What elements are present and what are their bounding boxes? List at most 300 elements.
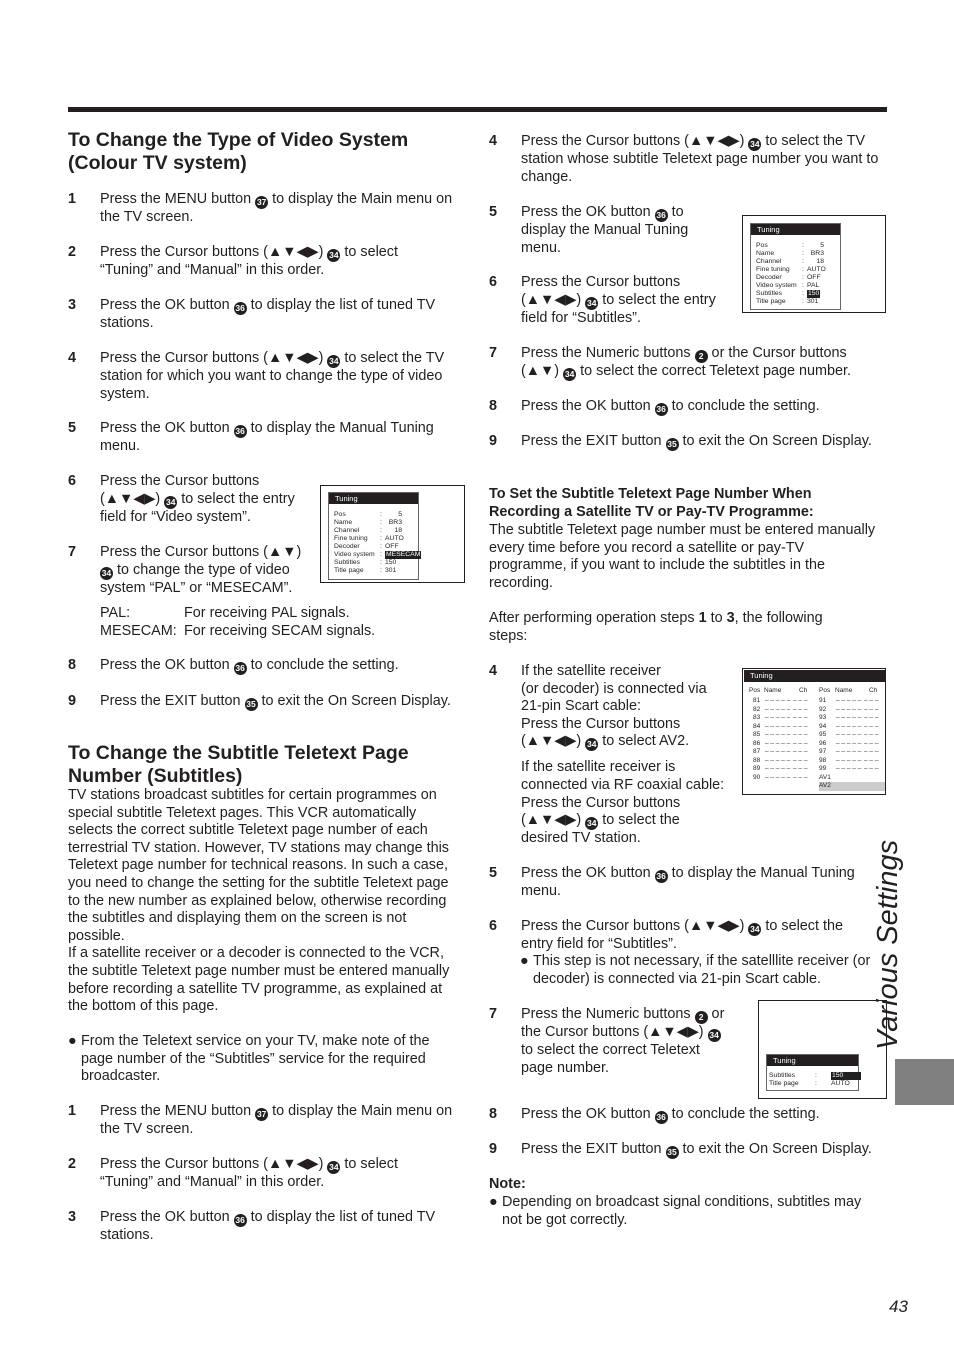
step-text-part: the Cursor buttons (▲▼◀▶)	[521, 1024, 708, 1040]
text-line: terrestrial TV station. However, TV stations may change this	[68, 839, 449, 856]
step-text	[521, 433, 889, 451]
osd-list-cell: _ _ _	[864, 694, 879, 701]
step-text-part: desired TV station.	[521, 830, 641, 847]
osd-list-cell: _ _ _ _ _	[836, 719, 862, 727]
heading-line: Number (Subtitles)	[68, 765, 243, 787]
step-text-part: to conclude the setting.	[667, 398, 820, 414]
satellite-heading	[489, 486, 889, 521]
step-ref: 1	[698, 610, 707, 626]
circled-number-icon: 36	[235, 663, 245, 673]
text-line: possible.	[68, 927, 125, 944]
osd-list-cell: _ _ _	[793, 719, 808, 727]
step-number: 6	[489, 918, 498, 934]
step-text-part: to select	[340, 1156, 398, 1172]
step-number: 7	[68, 544, 77, 560]
step-text-part: connected via RF coaxial cable:	[521, 776, 725, 793]
step-text	[521, 1106, 889, 1124]
osd-colon: :	[802, 298, 804, 305]
step-text	[100, 544, 313, 597]
note-label: Note:	[489, 1176, 526, 1192]
circled-number-icon: 34	[586, 739, 597, 750]
circled-number-icon: 34	[709, 1030, 719, 1040]
text-line: special subtitle Teletext pages. This VCR automatically	[68, 804, 417, 821]
step-text-part: to change the type of video	[113, 561, 290, 578]
osd-label: Video system	[756, 282, 797, 289]
osd-value: AUTO	[831, 1080, 850, 1087]
circled-number-icon: 36	[656, 871, 666, 881]
step-number: 8	[489, 398, 498, 414]
text: to	[706, 610, 727, 626]
osd-list-cell: 83	[753, 714, 761, 721]
circled-number-icon: 2	[695, 350, 708, 363]
step-text-part: Press the Numeric buttons	[521, 345, 695, 361]
step-text-part: (▲▼◀▶)	[521, 812, 586, 829]
osd-list-cell: Name	[764, 687, 782, 694]
osd-video-system	[320, 485, 465, 583]
step-text-part: to select the	[761, 918, 843, 934]
step-text	[521, 663, 741, 848]
osd-label: Pos	[756, 242, 768, 249]
step-text-part: system “PAL” or “MESECAM”.	[100, 579, 293, 596]
text-line: decoder) is connected via 21-pin Scart cable.	[533, 970, 821, 987]
osd-title: Tuning	[767, 1055, 858, 1066]
text-line: to the new number as explained below, otherwise recording	[68, 892, 447, 909]
osd-label: Decoder	[334, 543, 360, 550]
step-text-part: Press the Cursor buttons (▲▼)	[100, 544, 302, 560]
step-text-part: the TV screen.	[100, 1121, 194, 1137]
osd-label: Fine tuning	[334, 535, 368, 542]
osd-list-cell: _ _ _	[793, 762, 808, 769]
osd-label: Title page	[769, 1080, 799, 1087]
step-text-part: the TV screen.	[100, 209, 194, 225]
step-text-part: Press the OK button	[100, 297, 234, 313]
circled-number-icon: 34	[165, 496, 176, 507]
osd-list-cell: 96	[819, 739, 827, 747]
osd-value: 150	[808, 290, 820, 297]
step-text-part: If the satellite receiver	[521, 663, 661, 679]
step-number: 4	[68, 350, 77, 366]
step-text	[100, 1103, 463, 1139]
step-text-part: (or decoder) is connected via	[521, 680, 707, 697]
step-number: 2	[68, 244, 77, 260]
step-number: 6	[489, 274, 498, 290]
osd-list-cell: 87	[753, 748, 761, 755]
circled-number-icon: 36	[235, 426, 245, 436]
step-text-part: station whose subtitle Teletext page number you want to	[521, 151, 879, 167]
osd-list-cell: _ _ _	[864, 728, 879, 735]
step-text-part: menu.	[521, 883, 561, 899]
step-text-part: to exit the On Screen Display.	[678, 1141, 872, 1157]
osd-list-cell: 89	[753, 765, 761, 772]
text-line: programme, if you want to include the subtitles in the	[489, 557, 825, 574]
step-text	[521, 274, 734, 327]
circled-number-icon: 34	[586, 818, 597, 829]
step-text-part: to display the Main menu on	[268, 191, 453, 207]
osd-title: Tuning	[751, 224, 840, 235]
step-text-part: to select AV2.	[598, 733, 690, 750]
step-text	[521, 865, 889, 901]
step-text-part: field for “Video system”.	[100, 508, 251, 525]
step-text	[521, 918, 889, 954]
text-line: This step is not necessary, if the satelllite receiver (or	[533, 953, 871, 969]
osd-label: Subtitles	[756, 290, 783, 297]
step-text-part: Press the OK button	[100, 657, 234, 673]
step-text	[521, 133, 889, 186]
step-text-part: Press the Cursor buttons	[521, 274, 681, 290]
step-number: 4	[489, 663, 498, 679]
osd-label: Subtitles	[334, 559, 361, 566]
text-line: the subtitles and displaying them on the screen is not	[68, 910, 407, 927]
osd-list-cell: AV2	[819, 782, 885, 791]
step-text-part: entry field for “Subtitles”.	[521, 936, 677, 952]
osd-list-cell: 98	[819, 756, 827, 764]
bullet-text	[81, 1033, 430, 1086]
osd-title: Tuning	[329, 493, 418, 504]
osd-list-cell: 91	[819, 697, 827, 704]
osd-list-cell: _ _ _ _ _	[765, 762, 791, 769]
step-text-part: Press the MENU button	[100, 1103, 256, 1119]
step-text	[100, 191, 463, 227]
circled-number-icon: 37	[256, 1109, 267, 1119]
spacer	[521, 751, 741, 759]
step-text	[521, 398, 889, 416]
text-line: page number of the “Subtitles” service for the required	[81, 1050, 426, 1067]
step-number: 7	[489, 1006, 498, 1022]
step-text-part: (▲▼◀▶)	[521, 291, 586, 308]
text-line: you need to change the setting for the subtitle Teletext page	[68, 874, 449, 891]
osd-value: 301	[385, 567, 397, 574]
heading-line: Recording a Satellite TV or Pay-TV Programme:	[489, 503, 814, 520]
step-text-part: Press the OK button	[521, 865, 655, 881]
osd-panel	[328, 492, 419, 580]
step-number: 5	[68, 420, 77, 436]
step-text-part: (▲▼◀▶)	[521, 733, 586, 750]
circled-number-icon: 36	[235, 1215, 245, 1225]
osd-list-cell: 94	[819, 722, 827, 730]
step-text-part: 21-pin Scart cable:	[521, 698, 641, 715]
circled-number-icon: 34	[329, 250, 339, 260]
osd-list-cell: AV1	[819, 773, 831, 781]
step-text-part: or	[707, 1006, 725, 1022]
osd-list-cell: _ _ _	[793, 711, 808, 718]
step-number: 4	[489, 133, 498, 149]
osd-list-cell: _ _ _	[864, 762, 879, 769]
step-text-part: to select the correct Teletext	[521, 1042, 700, 1058]
section-title: Various Settings	[872, 839, 904, 1050]
pal-row	[100, 605, 350, 623]
osd-value: BR3	[388, 519, 402, 526]
after-steps-text	[489, 610, 889, 645]
osd-colon: :	[802, 250, 804, 257]
osd-list-cell: _ _ _	[864, 702, 879, 710]
step-number: 2	[68, 1156, 77, 1172]
section-tab	[895, 1059, 954, 1105]
step-text-part: Press the EXIT button	[100, 693, 245, 709]
step-text-part: Press the Cursor buttons	[100, 473, 260, 489]
osd-value: 18	[816, 258, 824, 265]
osd-colon: :	[815, 1072, 817, 1079]
osd-label: Title page	[756, 298, 786, 305]
osd-list-cell: 86	[753, 739, 761, 747]
osd-list-cell: _ _ _	[864, 719, 879, 727]
osd-colon: :	[380, 551, 382, 558]
step-text-part: to display the Manual Tuning	[246, 420, 434, 436]
page-number: 43	[889, 1297, 908, 1316]
step-text-part: to conclude the setting.	[246, 657, 399, 673]
circled-number-icon: 34	[586, 297, 597, 308]
osd-label: Subtitles	[769, 1072, 796, 1079]
bullet-text	[533, 953, 870, 988]
osd-list-cell: Pos	[749, 687, 761, 694]
osd-list-cell: _ _ _ _ _	[836, 711, 862, 718]
step-text-part: to exit the On Screen Display.	[257, 693, 451, 709]
osd-label: Video system	[334, 551, 375, 558]
text-line: before recording a satellite TV programme, as explained at	[68, 980, 443, 997]
osd-list-cell: _ _ _ _ _	[765, 770, 791, 778]
step-text-part: If the satellite receiver is	[521, 759, 676, 776]
osd-list-cell: _ _ _ _ _	[765, 753, 791, 761]
circled-number-icon: 34	[750, 924, 760, 934]
osd-list-cell: _ _ _ _ _	[836, 736, 862, 744]
step-text	[521, 1141, 889, 1159]
step-text-part: stations.	[100, 1227, 154, 1243]
step-text-part: Press the Cursor buttons (▲▼◀▶)	[521, 918, 749, 934]
step-number: 7	[489, 345, 498, 361]
osd-subtitles-satellite	[758, 1000, 887, 1099]
circled-number-icon: 34	[329, 1162, 339, 1172]
osd-label: Channel	[334, 527, 360, 534]
step-text-part: (▲▼)	[521, 363, 564, 379]
step-text-part: menu.	[521, 239, 561, 256]
osd-list-cell: _ _ _ _ _	[836, 762, 862, 769]
text-line: Teletext page number for technical reasons. In such a case,	[68, 857, 448, 874]
step-text-part: to exit the On Screen Display.	[678, 433, 872, 449]
text-line: not be got correctly.	[502, 1211, 628, 1228]
step-text	[100, 420, 463, 456]
osd-list-cell: 90	[753, 773, 761, 781]
pal-text: For receiving PAL signals.	[184, 605, 350, 621]
step-number: 1	[68, 1103, 77, 1119]
osd-label: Pos	[334, 511, 346, 518]
circled-number-icon: 2	[695, 1011, 708, 1024]
step-text-part: Press the EXIT button	[521, 1141, 666, 1157]
subtitles-intro	[68, 787, 468, 1016]
osd-panel	[766, 1054, 859, 1091]
step-text-part: to display the list of tuned TV	[246, 1209, 436, 1225]
osd-colon: :	[380, 567, 382, 574]
osd-list-cell: Name	[835, 687, 853, 694]
osd-list-cell: _ _ _ _ _	[765, 745, 791, 752]
pal-label: PAL:	[100, 605, 131, 621]
step-text	[100, 1209, 463, 1245]
step-text-part: change.	[521, 168, 573, 185]
step-number: 8	[489, 1106, 498, 1122]
osd-list-cell: _ _ _	[864, 745, 879, 752]
circled-number-icon: 34	[329, 356, 339, 366]
osd-list-cell: _ _ _ _ _	[765, 702, 791, 710]
osd-title: Tuning	[744, 670, 885, 682]
text-line: broadcaster.	[81, 1068, 161, 1085]
osd-colon: :	[802, 282, 804, 289]
osd-list-cell: _ _ _	[864, 736, 879, 744]
text-line: every time before you record a satellite or pay-TV	[489, 539, 805, 556]
step-text-part: to conclude the setting.	[667, 1106, 820, 1122]
satellite-paragraph	[489, 522, 889, 592]
step-text	[521, 204, 704, 257]
osd-list-cell: _ _ _ _ _	[765, 728, 791, 735]
osd-list-cell: 85	[753, 731, 761, 738]
text-line: Depending on broadcast signal conditions, subtitles may	[502, 1194, 862, 1210]
step-number: 8	[68, 657, 77, 673]
step-text-part: Press the EXIT button	[521, 433, 666, 449]
osd-list-cell: 81	[753, 697, 761, 704]
step-text	[100, 473, 313, 526]
osd-colon: :	[815, 1080, 817, 1087]
circled-number-icon: 34	[564, 369, 575, 379]
circled-number-icon: 35	[246, 699, 256, 709]
osd-subtitles	[742, 215, 886, 313]
osd-value: 150	[831, 1072, 861, 1080]
step-number: 3	[68, 1209, 77, 1225]
osd-value: OFF	[385, 543, 399, 550]
step-text	[100, 657, 463, 675]
heading-line: To Set the Subtitle Teletext Page Number When	[489, 486, 812, 502]
osd-list-cell: 84	[753, 722, 761, 730]
osd-list-cell: _ _ _	[793, 770, 808, 778]
osd-list-cell: _ _ _	[864, 753, 879, 761]
step-text-part: field for “Subtitles”.	[521, 309, 641, 326]
step-text	[521, 345, 889, 381]
step-text-part: to select the correct Teletext page number.	[576, 363, 851, 379]
osd-list-cell: Ch	[869, 687, 878, 694]
step-text-part: Press the MENU button	[100, 191, 256, 207]
step-text-part: to select the TV	[340, 350, 445, 366]
step-text-part: display the Manual Tuning	[521, 222, 689, 238]
step-text-part: Press the OK button	[521, 204, 655, 220]
osd-list-cell: _ _ _ _ _	[765, 694, 791, 701]
osd-list-cell: _ _ _	[793, 694, 808, 701]
step-text-part: stations.	[100, 315, 154, 331]
step-text-part: “Tuning” and “Manual” in this order.	[100, 262, 325, 278]
circled-number-icon: 36	[235, 303, 245, 313]
osd-label: Name	[756, 250, 775, 257]
circled-number-icon: 34	[101, 567, 112, 578]
bullet-dot: ●	[68, 1033, 77, 1049]
step-text-part: page number.	[521, 1059, 610, 1076]
circled-number-icon: 36	[656, 210, 666, 220]
osd-label: Fine tuning	[756, 266, 790, 273]
step-number: 3	[68, 297, 77, 313]
osd-colon: :	[380, 527, 382, 534]
step-text-part: Press the Cursor buttons (▲▼◀▶)	[100, 350, 328, 366]
step-text-part: Press the OK button	[521, 398, 655, 414]
text-line: recording.	[489, 574, 553, 591]
circled-number-icon: 34	[750, 139, 760, 149]
osd-list-cell: 99	[819, 765, 827, 772]
osd-list-cell: _ _ _ _ _	[836, 745, 862, 752]
osd-channel-list	[742, 668, 886, 795]
osd-list-cell: 95	[819, 731, 827, 738]
osd-list-cell: _ _ _ _ _	[836, 728, 862, 735]
osd-list-cell: 93	[819, 714, 827, 721]
step-text	[100, 1156, 463, 1192]
heading-subtitles	[68, 742, 468, 788]
step-text-part: to select	[340, 244, 398, 260]
osd-value: AUTO	[385, 535, 404, 542]
osd-list-cell: 92	[819, 705, 827, 713]
osd-list-cell: 97	[819, 748, 827, 755]
osd-list-cell: Ch	[799, 687, 808, 694]
circled-number-icon: 36	[656, 1112, 666, 1122]
osd-colon: :	[802, 290, 804, 297]
osd-panel	[744, 670, 885, 794]
osd-colon: :	[380, 559, 382, 566]
circled-number-icon: 35	[667, 439, 677, 449]
step-text-part: Press the Numeric buttons	[521, 1006, 695, 1022]
osd-value: OFF	[807, 274, 821, 281]
bullet-dot: ●	[520, 953, 529, 969]
step-text-part: system.	[100, 385, 150, 402]
text-line: TV stations broadcast subtitles for certain programmes on	[68, 787, 437, 803]
osd-list-cell: _ _ _ _ _	[765, 711, 791, 718]
osd-label: Decoder	[756, 274, 782, 281]
mesecam-label: MESECAM:	[100, 623, 177, 639]
step-text-part: to	[667, 204, 684, 220]
step-text-part: or the Cursor buttons	[707, 345, 847, 361]
bullet-dot: ●	[489, 1194, 498, 1210]
step-text-part: Press the Cursor buttons	[521, 794, 681, 811]
osd-colon: :	[802, 274, 804, 281]
osd-label: Name	[334, 519, 353, 526]
osd-value: 150	[385, 559, 397, 566]
text: After performing operation steps	[489, 610, 699, 626]
osd-value: 5	[398, 511, 402, 518]
mesecam-row	[100, 623, 376, 641]
step-text-part: to display the Manual Tuning	[667, 865, 855, 881]
step-text-part: to select the	[598, 812, 680, 829]
step-number: 9	[489, 1141, 498, 1157]
step-text-part: to select the entry	[177, 490, 295, 507]
osd-list-cell: _ _ _	[793, 753, 808, 761]
text: , the following	[734, 610, 823, 626]
osd-list-cell: _ _ _ _ _	[836, 753, 862, 761]
osd-label: Title page	[334, 567, 364, 574]
step-text-part: Press the Cursor buttons (▲▼◀▶)	[100, 1156, 328, 1172]
step-text	[100, 350, 463, 403]
step-text-part: to select the entry	[598, 291, 716, 308]
osd-colon: :	[802, 266, 804, 273]
text-line: From the Teletext service on your TV, make note of the	[81, 1033, 430, 1049]
osd-list-cell: _ _ _ _ _	[765, 736, 791, 744]
osd-value: MESECAM	[386, 551, 421, 558]
text-line: the bottom of this page.	[68, 998, 219, 1015]
osd-value: 18	[394, 527, 402, 534]
osd-value: PAL	[807, 282, 820, 289]
step-number: 9	[68, 693, 77, 709]
text-line: The subtitle Teletext page number must be entered manually	[489, 522, 876, 538]
osd-list-cell: _ _ _ _ _	[836, 694, 862, 701]
step-text	[100, 244, 463, 280]
circled-number-icon: 36	[656, 404, 666, 414]
heading-line: To Change the Subtitle Teletext Page	[68, 742, 409, 764]
osd-list-cell: Pos	[819, 687, 831, 694]
heading-video-system	[68, 129, 468, 175]
osd-list-cell: _ _ _	[793, 702, 808, 710]
step-text-part: Press the Cursor buttons (▲▼◀▶)	[521, 133, 749, 149]
osd-list-cell: _ _ _ _ _	[836, 702, 862, 710]
text-line: If a satellite receiver or a decoder is connected to the VCR,	[68, 945, 444, 962]
step-text-part: (▲▼◀▶)	[100, 490, 165, 507]
